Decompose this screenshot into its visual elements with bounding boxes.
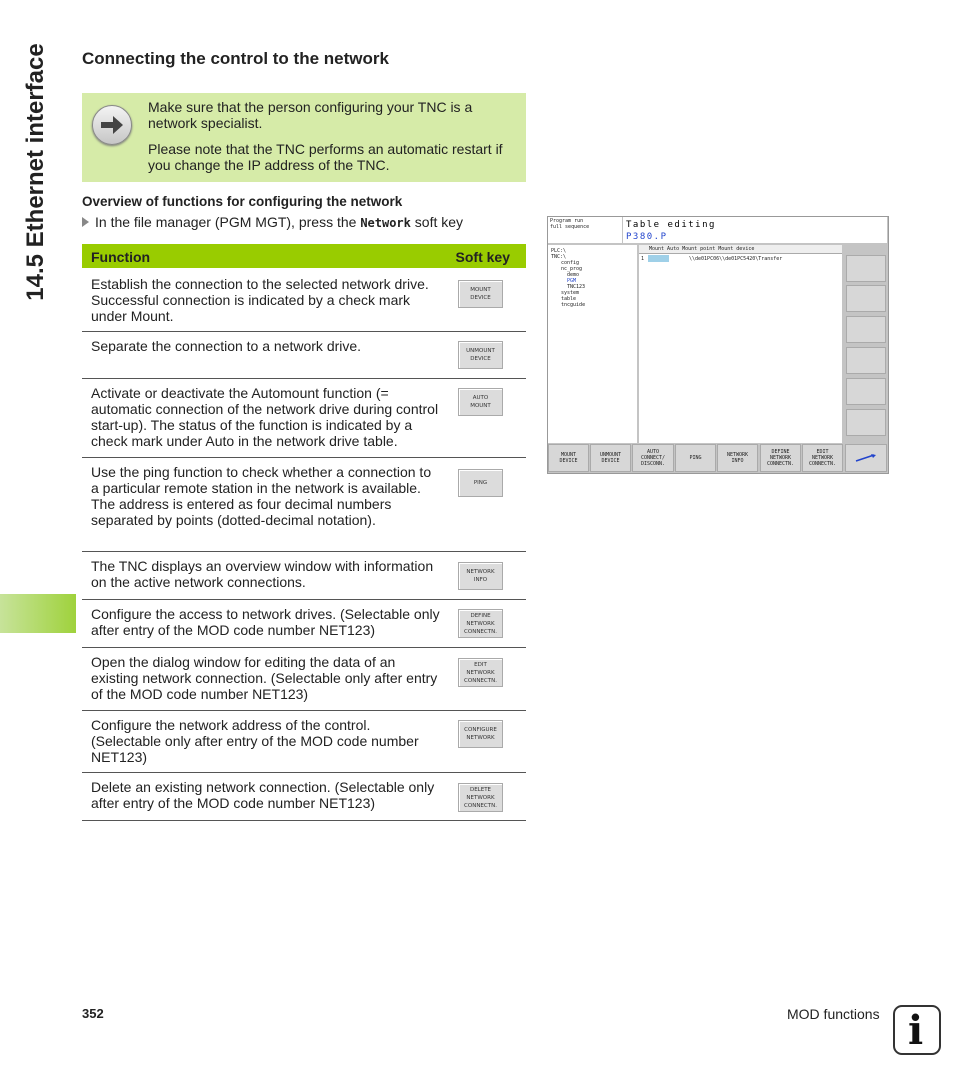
softkey-configure-network: CONFIGURE NETWORK <box>458 720 503 748</box>
table-header <box>82 244 526 270</box>
softkey-mount-device: MOUNT DEVICE <box>458 280 503 308</box>
softkey-auto-mount: AUTO MOUNT <box>458 388 503 416</box>
screen-table <box>639 245 842 443</box>
table-row <box>82 773 526 821</box>
bullet-triangle-icon <box>82 217 89 227</box>
tree-item: TNC:\ <box>551 254 567 260</box>
tree-item: system <box>561 290 580 296</box>
softkey-define-network-connection: DEFINE NETWORK CONNECTN. <box>458 609 503 638</box>
row-description: The TNC displays an overview window with information on the active network connections. <box>91 558 434 590</box>
chapter-tab <box>0 594 76 633</box>
table-row <box>82 648 526 711</box>
row-description: Open the dialog window for editing the data of an existing network connection. (Selectable only after entry of the MOD code number NET123) <box>91 654 438 702</box>
chapter-side-title: 14.5 Ethernet interface <box>22 43 49 301</box>
softkey-network-info: NETWORK INFO <box>458 562 503 590</box>
note-paragraph-1: Make sure that the person configuring your TNC is a network specialist. <box>148 99 473 131</box>
tree-item: config <box>561 260 580 266</box>
screen-row-num: 1 <box>641 256 645 262</box>
table-row <box>82 332 526 379</box>
table-row <box>82 600 526 648</box>
table-row <box>82 270 526 332</box>
tree-item: tncguide <box>561 302 586 308</box>
screen-mode: Program run full sequence <box>548 217 622 243</box>
header-softkey: Soft key <box>455 249 510 265</box>
softkey-unmount-device: UNMOUNT DEVICE <box>458 341 503 369</box>
page-number: 352 <box>82 1006 104 1021</box>
instruction-before: In the file manager (PGM MGT), press the <box>95 214 361 230</box>
screen-row-device: \\de01PC06\\de01PC5420\Transfer <box>689 256 783 262</box>
row-description: Delete an existing network connection. (Selectable only after entry of the MOD code number NET123) <box>91 779 435 811</box>
row-description: Configure the access to network drives. (Selectable only after entry of the MOD code number NET123) <box>91 606 440 638</box>
screen-title: Table editing <box>626 220 716 230</box>
screen-softkey: EDIT NETWORK CONNECTN. <box>802 444 843 472</box>
info-icon: i <box>893 1005 941 1055</box>
screen-row-cursor <box>648 255 669 262</box>
table-row <box>82 379 526 458</box>
instruction-softkey: Network <box>360 216 411 230</box>
instruction-after: soft key <box>410 214 464 230</box>
screen-softkey: AUTO CONNECT/ DISCONN. <box>632 444 674 472</box>
screen-vkey <box>846 409 886 436</box>
tree-item: demo <box>567 272 580 278</box>
screen-softkey-arrow <box>845 444 887 472</box>
softkey-ping: PING <box>458 469 503 497</box>
tree-item: PLC:\ <box>551 248 567 254</box>
subheading: Overview of functions for configuring the network <box>82 194 403 209</box>
table-row <box>82 458 526 552</box>
screen-vkey <box>846 255 886 282</box>
screen-vkey <box>846 347 886 374</box>
softkey-edit-network-connection: EDIT NETWORK CONNECTN. <box>458 658 503 687</box>
tree-item: TNC123 <box>567 284 586 290</box>
screen-softkey: MOUNT DEVICE <box>548 444 589 472</box>
arrow-icon <box>854 453 878 463</box>
screen-vkey <box>846 285 886 312</box>
screen-vkey <box>846 378 886 405</box>
screen-softkey-row <box>548 444 888 473</box>
softkey-delete-network-connection: DELETE NETWORK CONNECTN. <box>458 783 503 812</box>
screen-softkey: UNMOUNT DEVICE <box>590 444 631 472</box>
row-description: Configure the network address of the control. (Selectable only after entry of the MOD code number NET123) <box>91 717 419 765</box>
tnc-screenshot <box>547 216 889 474</box>
tree-item: nc_prog <box>561 266 583 272</box>
footer-section: MOD functions <box>787 1006 880 1022</box>
screen-vkey <box>846 316 886 343</box>
row-description: Separate the connection to a network drive. <box>91 338 362 354</box>
header-function: Function <box>91 249 151 265</box>
row-description: Establish the connection to the selected network drive. Successful connection is indicated by a check mark under Mount. <box>91 276 429 324</box>
tree-item: PGM <box>567 278 577 284</box>
table-row <box>82 552 526 600</box>
screen-file-tree <box>548 245 637 443</box>
tree-item: table <box>561 296 577 302</box>
screen-softkey: DEFINE NETWORK CONNECTN. <box>760 444 801 472</box>
arrow-right-icon <box>92 105 132 145</box>
row-description: Use the ping function to check whether a connection to a particular remote station in the network is available. The address is entered as four decimal numbers separated by points (dotted-decimal notation). <box>91 464 432 528</box>
section-heading: Connecting the control to the network <box>82 49 389 68</box>
table-row <box>82 711 526 773</box>
note-paragraph-2: Please note that the TNC performs an automatic restart if you change the IP address of the TNC. <box>148 141 503 173</box>
screen-softkey: NETWORK INFO <box>717 444 758 472</box>
screen-table-header: Mount Auto Mount point Mount device <box>639 245 842 254</box>
screen-file: P380.P <box>626 232 668 242</box>
screen-header <box>623 217 887 243</box>
row-description: Activate or deactivate the Automount function (= automatic connection of the network drive during control start-up). The status of the function is indicated by a check mark under Auto in the network drive table. <box>91 385 439 449</box>
screen-vertical-softkeys <box>844 245 888 443</box>
screen-softkey: PING <box>675 444 716 472</box>
instruction <box>82 214 463 230</box>
